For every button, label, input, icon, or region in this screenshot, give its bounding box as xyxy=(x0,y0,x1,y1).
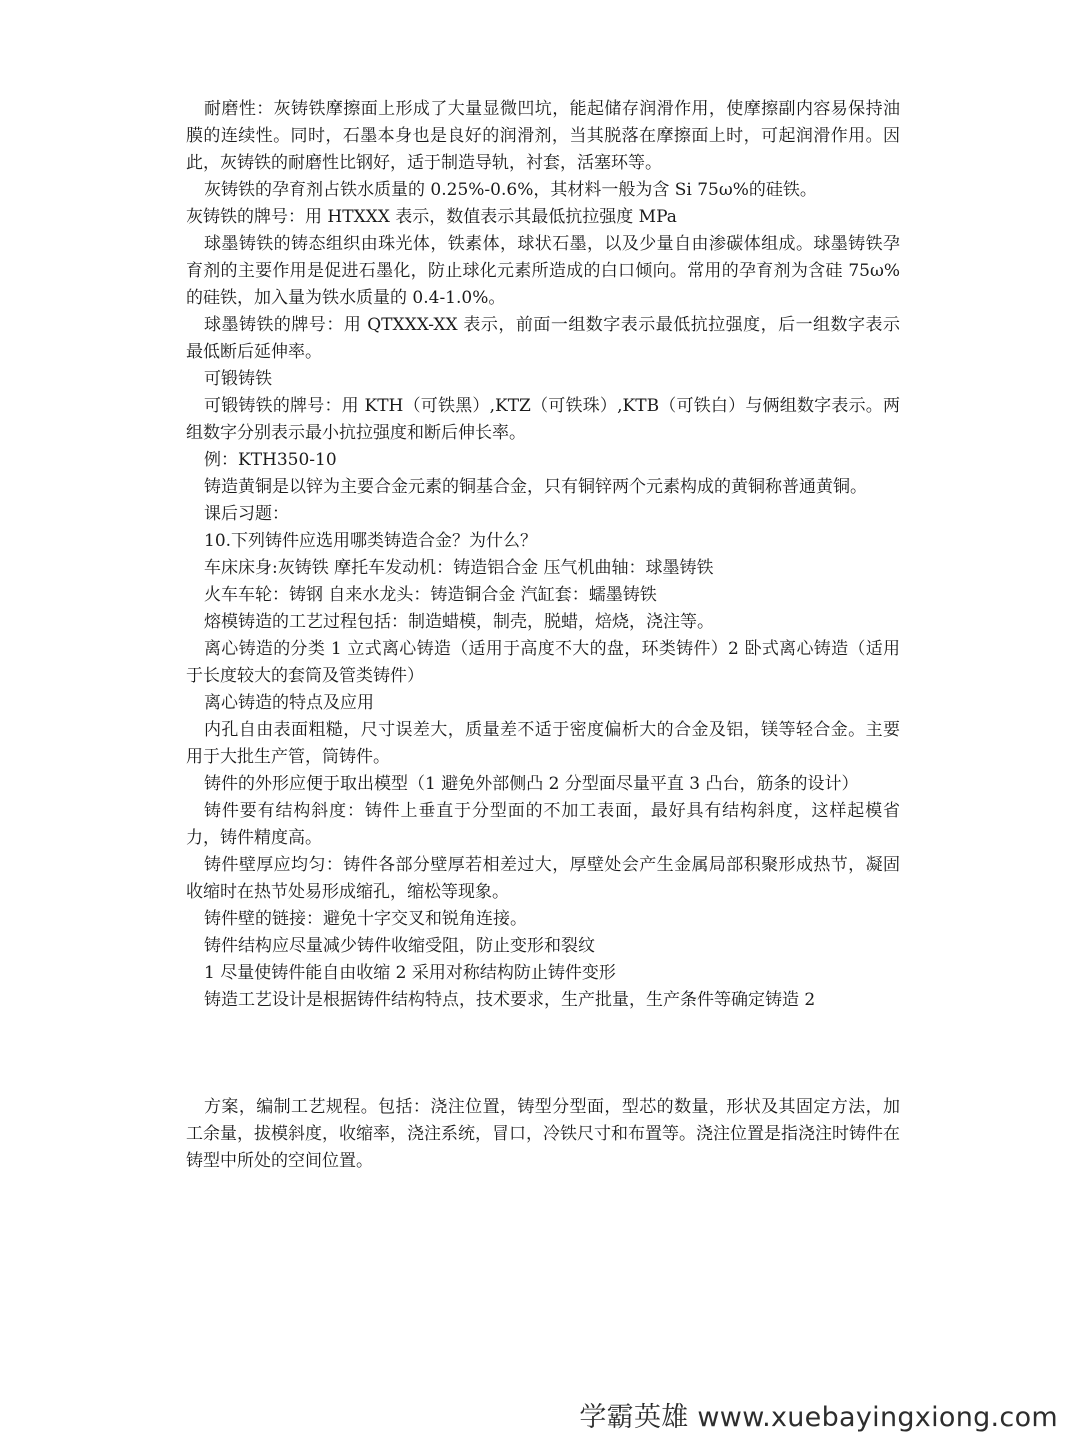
paragraph-answer-line-2: 火车车轮：铸钢 自来水龙头：铸造铜合金 汽缸套：蠕墨铸铁 xyxy=(204,585,657,605)
paragraph-wall-joints: 铸件壁的链接：避免十字交叉和锐角连接。 xyxy=(204,909,527,929)
paragraph-answer-line-1: 车床床身:灰铸铁 摩托车发动机：铸造铝合金 压气机曲轴：球墨铸铁 xyxy=(204,558,714,578)
heading-exercises: 课后习题： xyxy=(204,504,289,524)
paragraph-centrifugal-features: 内孔自由表面粗糙，尺寸误差大，质量差不适于密度偏析大的合金及铝，镁等轻合金。主要用于大批生产管，筒铸件。 xyxy=(186,720,900,767)
paragraph-grey-iron-grade: 灰铸铁的牌号：用 HTXXX 表示，数值表示其最低抗拉强度 MPa xyxy=(186,207,677,227)
paragraph-shrinkage-measures: 1 尽量使铸件能自由收缩 2 采用对称结构防止铸件变形 xyxy=(204,963,616,983)
watermark: 学霸英雄 www.xuebayingxiong.com xyxy=(579,1402,1058,1433)
paragraph-draft-angle: 铸件要有结构斜度：铸件上垂直于分型面的不加工表面，最好具有结构斜度，这样起模省力，铸件精度高。 xyxy=(186,801,900,848)
paragraph-process-plan: 方案，编制工艺规程。包括：浇注位置，铸型分型面，型芯的数量，形状及其固定方法，加工余量，拔模斜度，收缩率，浇注系统，冒口，冷铁尺寸和布置等。浇注位置是指浇注时铸件在铸型中所处的空间位置。 xyxy=(186,1097,900,1171)
paragraph-inoculant: 灰铸铁的孕育剂占铁水质量的 0.25%-0.6%，其材料一般为含 Si 75ω%的硅铁。 xyxy=(204,180,817,200)
heading-malleable-iron: 可锻铸铁 xyxy=(204,369,272,389)
document-page xyxy=(186,96,900,1175)
paragraph-centrifugal-types: 离心铸造的分类 1 立式离心铸造（适用于高度不大的盘，环类铸件）2 卧式离心铸造（适用于长度较大的套筒及管类铸件） xyxy=(186,639,900,686)
paragraph-investment-casting: 熔模铸造的工艺过程包括：制造蜡模，制壳，脱蜡，焙烧，浇注等。 xyxy=(204,612,714,632)
paragraph-casting-shape: 铸件的外形应便于取出模型（1 避免外部侧凸 2 分型面尽量平直 3 凸台，筋条的设计） xyxy=(204,774,859,794)
paragraph-example: 例：KTH350-10 xyxy=(204,450,337,470)
paragraph-wear-resistance: 耐磨性：灰铸铁摩擦面上形成了大量显微凹坑，能起储存润滑作用，使摩擦副内容易保持油膜的连续性。同时，石墨本身也是良好的润滑剂，当其脱落在摩擦面上时，可起润滑作用。因此，灰铸铁的耐磨性比钢好，适于制造导轨，衬套，活塞环等。 xyxy=(186,99,900,173)
paragraph-question-10: 10.下列铸件应选用哪类铸造合金？为什么？ xyxy=(204,531,538,551)
paragraph-cast-brass: 铸造黄铜是以锌为主要合金元素的铜基合金，只有铜锌两个元素构成的黄铜称普通黄铜。 xyxy=(204,477,867,497)
page-gap xyxy=(186,1014,900,1094)
paragraph-ductile-iron-structure: 球墨铸铁的铸态组织由珠光体，铁素体，球状石墨，以及少量自由渗碳体组成。球墨铸铁孕育剂的主要作用是促进石墨化，防止球化元素所造成的白口倾向。常用的孕育剂为含硅 75ω%的硅铁，加入量为铁水质量的 0.4-1.0%。 xyxy=(186,234,900,308)
paragraph-process-design: 铸造工艺设计是根据铸件结构特点，技术要求，生产批量，生产条件等确定铸造 2 xyxy=(204,990,816,1010)
paragraph-wall-thickness: 铸件壁厚应均匀：铸件各部分壁厚若相差过大，厚壁处会产生金属局部积聚形成热节，凝固收缩时在热节处易形成缩孔，缩松等现象。 xyxy=(186,855,900,902)
paragraph-malleable-iron-grade: 可锻铸铁的牌号：用 KTH（可铁黑）,KTZ（可铁珠）,KTB（可铁白）与俩组数字表示。两组数字分别表示最小抗拉强度和断后伸长率。 xyxy=(186,396,900,443)
paragraph-shrinkage: 铸件结构应尽量减少铸件收缩受阻，防止变形和裂纹 xyxy=(204,936,595,956)
heading-centrifugal-features: 离心铸造的特点及应用 xyxy=(204,693,374,713)
paragraph-ductile-iron-grade: 球墨铸铁的牌号：用 QTXXX-XX 表示，前面一组数字表示最低抗拉强度，后一组数字表示最低断后延伸率。 xyxy=(186,315,900,362)
